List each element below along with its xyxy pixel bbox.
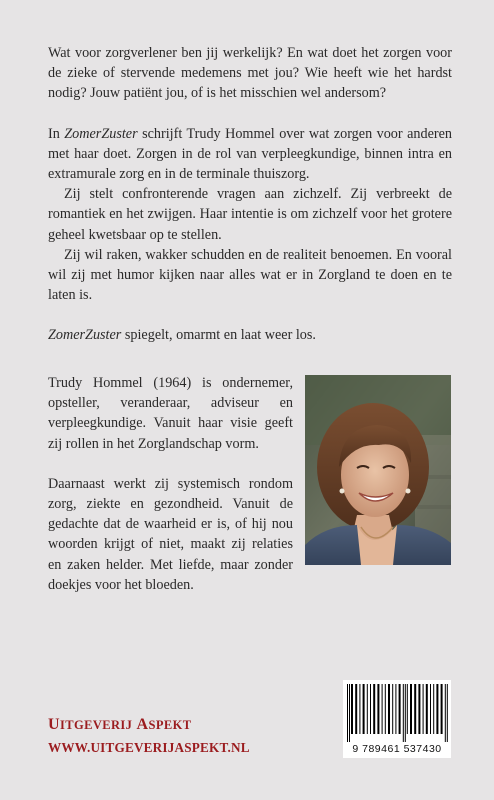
author-bio-paragraph-1: Trudy Hommel (1964) is ondernemer, opsteller, veranderaar, adviseur en verpleegkundige. Vanuit haar visie geeft zij rollen in het Zorglandschap vorm. (48, 375, 293, 452)
publisher-letters: ITGEVERIJ (59, 718, 133, 732)
publisher-letters: SPEKT (148, 718, 192, 732)
barcode-bar (370, 684, 371, 734)
blurb-p5-text: spiegelt, omarmt en laat weer los. (121, 327, 316, 344)
barcode-bar (414, 684, 416, 734)
back-cover-blurb (48, 43, 452, 346)
blurb-paragraph-4: Zij wil raken, wakker schudden en de realiteit benoemen. En vooral wil zij met humor kijken naar alles wat er in Zorgland te doen en te laten is. (48, 246, 452, 304)
barcode-bar (385, 684, 386, 734)
barcode-bar (388, 684, 390, 734)
barcode-bar (407, 684, 408, 734)
barcode-bar (418, 684, 420, 734)
blurb-paragraph-5 (48, 325, 452, 345)
barcode-bar (363, 684, 365, 734)
author-portrait-image (305, 375, 451, 565)
isbn-number: 9 789461 537430 (352, 743, 442, 755)
barcode-bar (430, 684, 431, 734)
barcode-bars (343, 680, 451, 744)
barcode-bar (423, 684, 424, 734)
barcode-bar (349, 684, 350, 742)
barcode-bar (395, 684, 396, 734)
blurb-paragraph-2 (48, 124, 452, 185)
author-bio (48, 373, 293, 595)
barcode-bar (392, 684, 393, 734)
blurb-p2-lead: In (48, 125, 65, 142)
barcode-bar (433, 684, 434, 734)
book-title-zomerzuster: ZomerZuster (64, 125, 138, 142)
publisher-name (48, 716, 191, 734)
publisher-letter: U (48, 716, 60, 733)
barcode-bar (359, 684, 360, 734)
author-photo (305, 375, 451, 565)
barcode-bar (403, 684, 404, 742)
barcode-bar (347, 684, 348, 742)
barcode-bar (367, 684, 368, 734)
barcode-bar (447, 684, 448, 742)
barcode-bar (382, 684, 383, 734)
barcode-bar (405, 684, 406, 742)
publisher-website: WWW.UITGEVERIJASPEKT.NL (48, 740, 250, 755)
book-title-zomerzuster: ZomerZuster (48, 327, 122, 344)
barcode-bar (373, 684, 375, 734)
barcode-bar (445, 684, 446, 742)
barcode-bar (355, 684, 357, 734)
barcode-bar (436, 684, 438, 734)
author-bio-paragraph-2: Daarnaast werkt zij systemisch rondom zorg, ziekte en gezondheid. Vanuit de gedachte dat de waarheid er is, of hij nou woorden krijgt of niet, maakt zij relaties en zaken helder. Met liefde, maar zonder doekjes voor het bloeden. (48, 475, 293, 593)
publisher-letter: A (136, 716, 149, 733)
blurb-paragraph-1: Wat voor zorgverlener ben jij werkelijk? En wat doet het zorgen voor de zieke of stervende medemens met jou? Wie heeft wie het hardst nodig? Jouw patiënt jou, of is het misschien wel andersom? (48, 45, 452, 102)
isbn-barcode (343, 680, 451, 758)
barcode-bar (399, 684, 401, 734)
barcode-bar (377, 684, 379, 734)
barcode-bar (426, 684, 428, 734)
blurb-paragraph-3: Zij stelt confronterende vragen aan zichzelf. Zij verbreekt de romantiek en het zwijgen. Haar intentie is om zichzelf voor het grotere geheel kwetsbaar op te stellen. (48, 186, 452, 243)
barcode-bar (410, 684, 412, 734)
barcode-bar (351, 684, 353, 734)
barcode-bar (441, 684, 443, 734)
blurb-p2-text: schrijft Trudy Hommel over wat zorgen voor anderen met haar doet. Zorgen in de rol van verpleegkundige, binnen intra en extramurale zorg en in de terminale thuiszorg. (48, 125, 452, 183)
